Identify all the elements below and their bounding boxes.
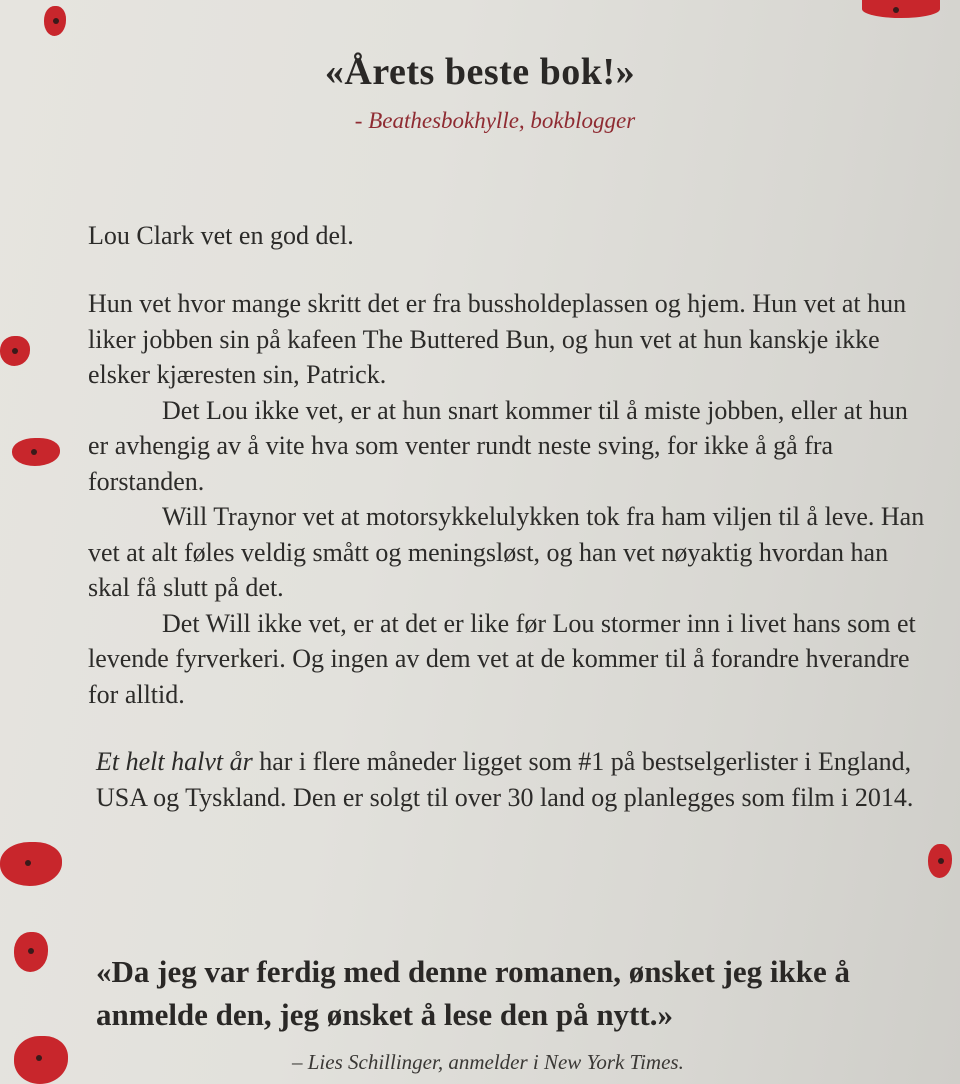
quote-attribution: – Lies Schillinger, anmelder i New York Times. xyxy=(292,1050,684,1074)
poppy-petal-decoration xyxy=(44,6,66,36)
review-quote: «Da jeg var ferdig med denne romanen, ønsket jeg ikke å anmelde den, jeg ønsket å lese den på nytt.» xyxy=(96,954,851,1032)
synopsis-paragraph: Hun vet hvor mange skritt det er fra bussholdeplassen og hjem. Hun vet at hun liker jobben sin på kafeen The Buttered Bun, og hun vet at hun kanskje ikke elsker kjæresten sin, Patrick. xyxy=(88,289,907,389)
synopsis-paragraph: Will Traynor vet at motorsykkelulykken tok fra ham viljen til å leve. Han vet at alt føles veldig smått og meningsløst, og han vet nøyaktig hvordan han skal få slutt på det. xyxy=(88,502,925,602)
poppy-petal-decoration xyxy=(14,932,48,972)
synopsis xyxy=(88,286,928,712)
headline: «Årets beste bok!» xyxy=(324,51,636,93)
lead-paragraph: Lou Clark vet en god del. xyxy=(88,221,354,250)
promo-paragraph xyxy=(96,744,936,815)
poppy-petal-decoration xyxy=(14,1036,68,1084)
poppy-petal-decoration xyxy=(928,844,952,878)
headline-attribution: - Beathesbokhylle, bokblogger xyxy=(354,108,636,133)
poppy-petal-decoration xyxy=(0,842,62,886)
poppy-petal-decoration xyxy=(862,0,940,18)
book-title: Et helt halvt år xyxy=(96,747,253,776)
synopsis-paragraph: Det Will ikke vet, er at det er like før Lou stormer inn i livet hans som et levende fyrverkeri. Og ingen av dem vet at de kommer til å forandre hverandre for alltid. xyxy=(88,608,916,709)
synopsis-paragraph: Det Lou ikke vet, er at hun snart kommer til å miste jobben, eller at hun er avhengig av å vite hva som venter rundt neste sving, for ikke å gå fra forstanden. xyxy=(88,395,908,496)
poppy-petal-decoration xyxy=(12,438,60,466)
poppy-petal-decoration xyxy=(0,336,30,366)
promo-text: har i flere måneder ligget som #1 på bestselgerlister i England, USA og Tyskland. Den er solgt til over 30 land og planlegges som film i 2014. xyxy=(96,747,914,812)
